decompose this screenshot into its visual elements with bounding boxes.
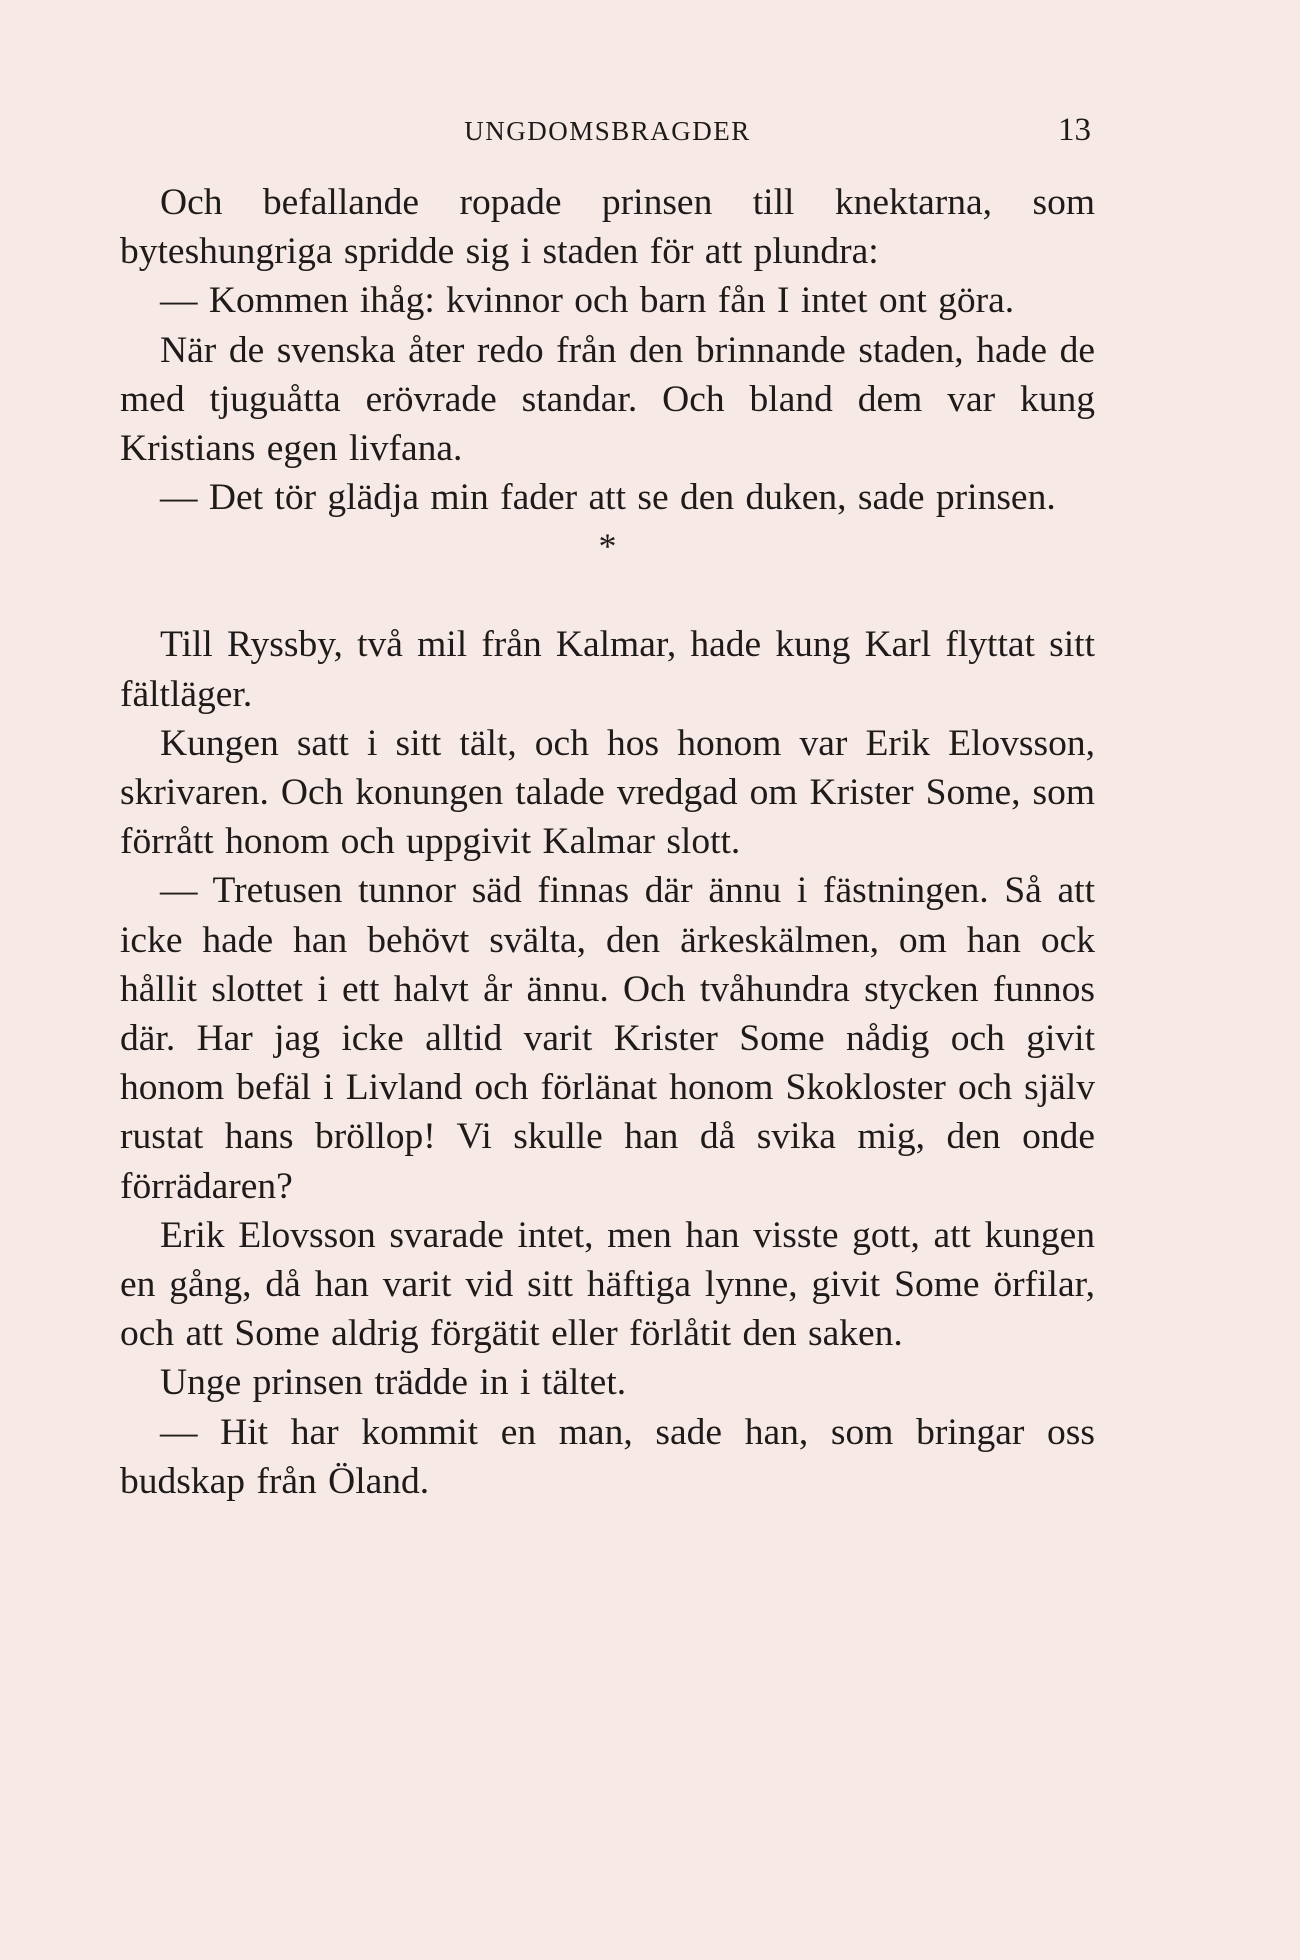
running-title: UNGDOMSBRAGDER — [464, 116, 751, 146]
paragraph: Erik Elovsson svarade intet, men han visste gott, att kungen en gång, då han varit vid sitt häftiga lynne, givit Some örfilar, och att Some aldrig förgätit eller förlåtit den saken. — [120, 1214, 1095, 1355]
body-text — [120, 178, 1095, 1506]
paragraph: — Det tör glädja min fader att se den duken, sade prinsen. — [160, 477, 1056, 519]
page-number: 13 — [1058, 112, 1091, 148]
page-header — [120, 112, 1095, 152]
paragraph: Unge prinsen trädde in i tältet. — [160, 1362, 627, 1404]
paragraph: Till Ryssby, två mil från Kalmar, hade kung Karl flyttat sitt fältläger. — [120, 624, 1095, 715]
paragraph: Kungen satt i sitt tält, och hos honom var Erik Elovsson, skrivaren. Och konungen talade vredgad om Krister Some, som förrått honom och uppgivit Kalmar slott. — [120, 722, 1095, 863]
paragraph: — Tretusen tunnor säd finnas där ännu i fästningen. Så att icke hade han behövt svälta, den ärkeskälmen, om han ock hållit slottet i ett halvt år ännu. Och tvåhundra stycken funnos där. Har jag icke alltid varit Krister Some nådig och givit honom befäl i Livland och förlänat honom Skokloster och själv rustat hans bröllop! Vi skulle han då svika mig, den onde förrädaren? — [120, 870, 1095, 1207]
paragraph: När de svenska åter redo från den brinnande staden, hade de med tjuguåtta erövrade standar. Och bland dem var kung Kristians egen livfana. — [120, 329, 1095, 470]
paragraph: — Hit har kommit en man, sade han, som bringar oss budskap från Öland. — [120, 1411, 1095, 1502]
paragraph: — Kommen ihåg: kvinnor och barn fån I intet ont göra. — [160, 280, 1015, 322]
section-break-asterisk: * — [598, 526, 617, 567]
paragraph: Och befallande ropade prinsen till knektarna, som byteshungriga spridde sig i staden för att plundra: — [120, 182, 1095, 273]
